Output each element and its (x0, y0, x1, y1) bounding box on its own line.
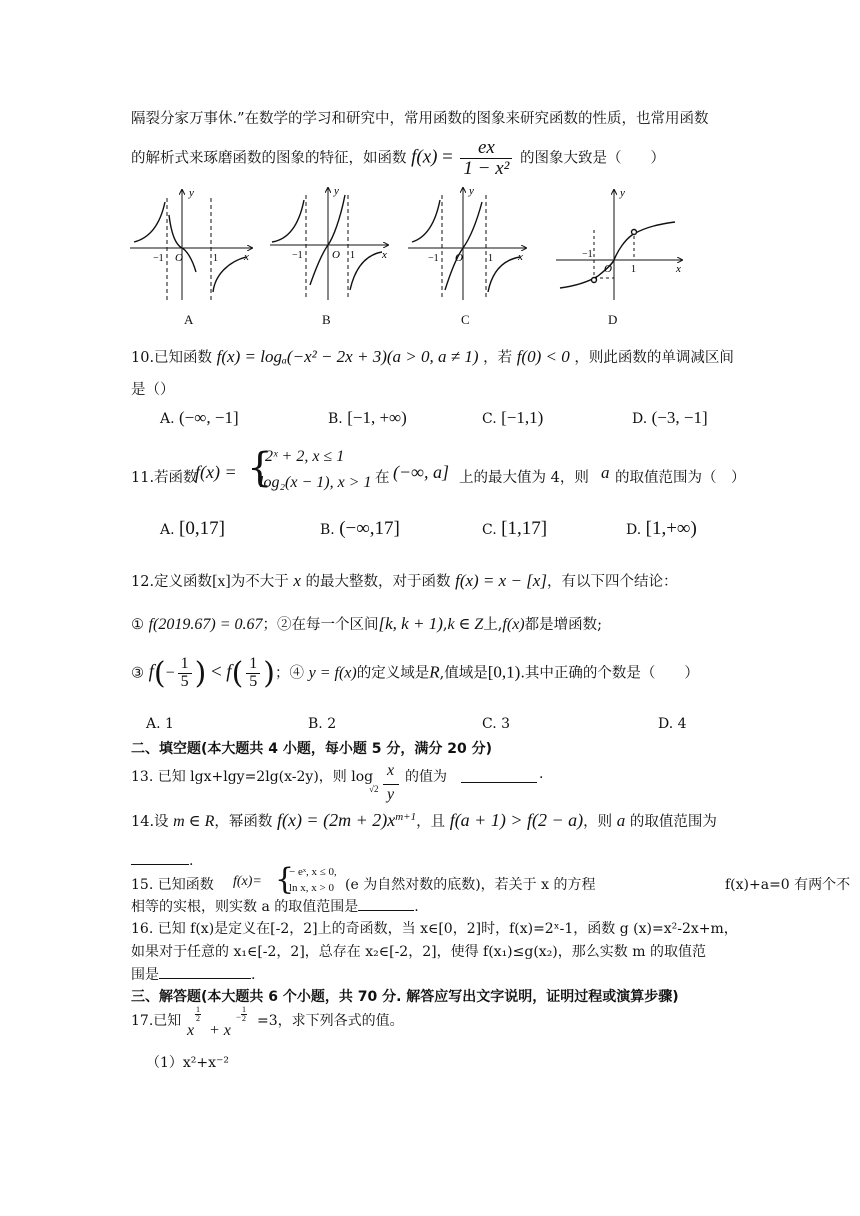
q13-base: √2 (369, 784, 379, 794)
graph-b-x: x (382, 249, 387, 261)
section2-heading: 二、填空题(本大题共 4 小题，每小题 5 分，满分 20 分) (131, 741, 493, 757)
q10-option-d[interactable]: D. (−3, −1] (632, 408, 708, 427)
q12-c3-paren-open: ( (153, 656, 166, 691)
q15-line2 (131, 896, 419, 916)
q15-case1: − eˣ, x ≤ 0, (289, 866, 337, 878)
graph-d-y: y (620, 187, 625, 199)
q12-c3-num: ③ (131, 665, 144, 682)
q12-stem-d: ，有以下四个结论： (546, 574, 678, 590)
q16-end: . (251, 967, 256, 983)
q16-blank[interactable] (159, 964, 251, 979)
q13-num: x (387, 762, 395, 779)
q11-option-c[interactable]: C. [1,17] (482, 518, 548, 539)
q10-option-a[interactable]: A. (−∞, −1] (160, 408, 239, 427)
graph-d-pos: 1 (631, 264, 636, 275)
q11-stem: 11.若函数 (131, 470, 198, 486)
graph-a (130, 190, 252, 300)
q14-text-e: 的取值范围为 (629, 814, 717, 830)
graph-c-pos: 1 (488, 253, 493, 264)
graph-c-x: x (518, 251, 523, 263)
q17-text: 17.已知 (131, 1013, 182, 1029)
q11-var: a (601, 463, 610, 482)
graph-c (408, 188, 526, 300)
graph-a-neg: −1 (153, 253, 164, 264)
q17-part1: （1）x²+x⁻² (146, 1055, 230, 1071)
section3-heading: 三、解答题(本大题共 6 个小题，共 70 分. 解答应写出文字说明，证明过程或演算步骤) (131, 989, 679, 1005)
q17-plus-x: + x (209, 1022, 231, 1039)
q14-end: . (189, 853, 194, 869)
q9-line2-text: 的解析式来琢磨函数的图象的特征，如函数 (131, 150, 407, 167)
q14-text: 14.设 (131, 814, 169, 830)
q11-case2: log₂(x − 1), x > 1 (259, 474, 372, 491)
q17-x1: x (187, 1022, 195, 1039)
q9-line2 (131, 138, 665, 179)
graph-b-o: O (332, 249, 340, 261)
q14-m: m ∈ R (173, 813, 215, 830)
q12-c3-frac2: $\frac{1}{5}$ (246, 656, 260, 691)
q12-c1-fx: f(x) (502, 616, 525, 633)
graph-b-y: y (334, 185, 339, 197)
graph-c-o: O (455, 252, 463, 264)
q10-line1 (131, 346, 734, 367)
q12-c4-text2: ,值域是 (439, 665, 488, 682)
q12-c4-end: .其中正确的个数是（ ） (520, 665, 699, 682)
graph-label-c: C (461, 312, 470, 327)
q9-line1: 隔裂分家万事休.”在数学的学习和研究中，常用函数的图象来研究函数的性质，也常用函数 (131, 111, 709, 127)
q12-line1 (131, 570, 677, 591)
q17-exp2: $\frac{1}{2}$ (242, 1005, 246, 1024)
q11-interval: (−∞, a] (393, 462, 449, 482)
q16-line3 (131, 964, 255, 984)
q14-line2 (131, 850, 193, 869)
q9-fraction (460, 138, 512, 179)
q12-c3-frac1: $\frac{1}{5}$ (178, 656, 192, 691)
q13-blank[interactable] (461, 766, 537, 783)
q12-stem: 12.定义函数 (131, 574, 213, 590)
q10-stem: 10.已知函数 (131, 350, 213, 366)
q10-option-b[interactable]: B. [−1, +∞) (328, 408, 407, 427)
graph-b-neg: −1 (292, 250, 303, 261)
graph-c-y: y (469, 185, 474, 197)
q17-minus: − (236, 1012, 242, 1022)
q9-denominator: 1 − x² (463, 157, 510, 179)
q11-brace: { (247, 445, 273, 491)
q15-text-c: f(x)+a=0 有两个不 (725, 877, 851, 893)
q12-c4-text: 的定义域是 (356, 665, 430, 682)
q15-blank[interactable] (358, 896, 414, 911)
q9-graphs (120, 180, 700, 310)
q16-line1: 16. 已知 f(x)是定义在[-2，2]上的奇函数，当 x∈[0，2]时，f(x)=2ˣ-1，函数 g (x)=x²-2x+m， (131, 921, 738, 937)
q13-text: 13. 已知 lgx+lgy=2lg(x-2y)，则 log (131, 769, 374, 785)
q11-stem-d: 的取值范围为（ ） (615, 470, 746, 486)
q15-fx: f(x)= (233, 874, 262, 889)
q10-option-c[interactable]: C. [−1,1) (482, 408, 544, 427)
graph-label-b: B (322, 312, 331, 327)
graph-d-neg: −1 (582, 249, 593, 260)
q12-c1-num: ① (131, 617, 144, 633)
q14-exp: m+1 (395, 811, 417, 824)
q13-frac-bar (383, 784, 399, 785)
q15-brace: { (275, 862, 295, 897)
q14-ineq: f(a + 1) > f(2 − a) (449, 810, 584, 830)
q12-c4-R: R (429, 662, 440, 682)
q11-fx: f(x) = (195, 462, 237, 482)
q11-stem-b: 在 (375, 470, 390, 486)
q15-line2-text: 相等的实根，则实数 a 的取值范围是 (131, 899, 359, 915)
q16-line2: 如果对于任意的 x₁∈[-2，2]，总存在 x₂∈[-2，2]，使得 f(x₁)≤g(x₂)，那么实数 m 的取值范 (131, 944, 706, 960)
q12-option-a[interactable]: A. 1 (146, 716, 174, 732)
q12-option-c[interactable]: C. 3 (482, 716, 511, 732)
q12-bx: [x] (212, 573, 231, 590)
q12-c3-text: ；④ (275, 665, 305, 682)
q9-eq: = (442, 146, 453, 168)
q17-exp1: $\frac{1}{2}$ (196, 1005, 200, 1024)
q10-stem-b: ，若 (483, 350, 513, 366)
q10-condition: f(0) < 0 (516, 347, 570, 366)
graph-a-o: O (175, 252, 183, 264)
q14-text-b: ，幂函数 (214, 814, 273, 830)
graph-d (556, 190, 682, 300)
q12-stem-c: 的最大整数，对于函数 (305, 574, 451, 590)
q12-c1-comma: , (442, 617, 448, 633)
q12-x: x (293, 571, 301, 590)
q11-case1: 2ˣ + 2, x ≤ 1 (265, 448, 345, 465)
q9-numerator: ex (460, 138, 512, 159)
q10-line2: 是（） (131, 382, 175, 398)
q14-blank[interactable] (131, 850, 189, 865)
q12-c1-k: k ∈ Z (447, 616, 484, 633)
q12-line2 (131, 613, 602, 634)
graph-b (270, 188, 388, 300)
graph-a-x: x (244, 251, 249, 263)
q12-c3-f2: f (226, 661, 232, 683)
q11-option-d[interactable]: D. [1,+∞) (626, 518, 697, 539)
q10-formula: f(x) = logₐ(−x² − 2x + 3)(a > 0, a ≠ 1) (216, 347, 479, 366)
graph-label-d: D (608, 312, 618, 327)
graph-a-y: y (189, 187, 194, 199)
graph-c-neg: −1 (428, 253, 439, 264)
q12-c4-range: [0,1) (487, 662, 521, 682)
q12-c3-f: f (148, 661, 154, 683)
q12-c1-formula: f(2019.67) = 0.67 (148, 616, 263, 633)
q12-line3: ③ f(− $\frac{1}{5}$ ) < f( $\frac{1}{5}$ )；④ y = f(x)的定义域是R,值域是[0,1).其中正确的个数是（ ） (131, 655, 699, 691)
q15-end: . (414, 899, 419, 915)
q15-text-b: (e 为自然对数的底数)，若关于 x 的方程 (345, 877, 596, 893)
q16-line3-text: 围是 (131, 967, 159, 983)
q14-text-c: ，且 (416, 814, 446, 830)
q11-stem-c: 上的最大值为 4，则 (459, 470, 589, 486)
q14-text-d: ，则 (583, 814, 613, 830)
q14-a: a (616, 811, 626, 830)
q13-den: y (387, 786, 395, 803)
q13-text-b: 的值为 (405, 769, 447, 785)
q11-option-a[interactable]: A. [0,17] (160, 518, 225, 539)
q11-option-b[interactable]: B. (−∞,17] (320, 518, 400, 539)
q12-c1-text: ；②在每一个区间 (262, 617, 379, 633)
graph-label-a: A (184, 312, 194, 327)
q12-option-b[interactable]: B. 2 (308, 716, 337, 732)
q14-line1 (131, 810, 717, 831)
q12-c1-interval: [k, k + 1) (378, 614, 443, 633)
q13-end: . (539, 766, 544, 782)
q12-option-d[interactable]: D. 4 (658, 716, 687, 732)
graph-b-pos: 1 (350, 250, 355, 261)
q12-stem-b: 为不大于 (230, 574, 289, 590)
q15-text: 15. 已知函数 (131, 877, 214, 893)
q9-line2-end: 的图象大致是（ ） (519, 150, 665, 167)
graph-d-o: O (604, 263, 612, 275)
q12-c1-end: 都是增函数; (524, 617, 603, 633)
q10-stem-c: ，则此函数的单调减区间 (574, 350, 734, 366)
q14-fx: f(x) = (2m + 2)x (276, 810, 396, 830)
q12-fdef: f(x) = x − [x] (455, 571, 547, 590)
q9-fx: f(x) (411, 146, 438, 168)
q17-text-b: =3，求下列各式的值。 (257, 1013, 404, 1029)
q12-c3-lt: < (210, 661, 222, 683)
q15-case2: ln x, x > 0 (289, 882, 335, 894)
q12-c1-text2: 上, (483, 617, 503, 633)
q12-c4: y = f(x) (308, 664, 357, 682)
graph-d-x: x (676, 263, 681, 275)
graph-a-pos: 1 (213, 253, 218, 264)
